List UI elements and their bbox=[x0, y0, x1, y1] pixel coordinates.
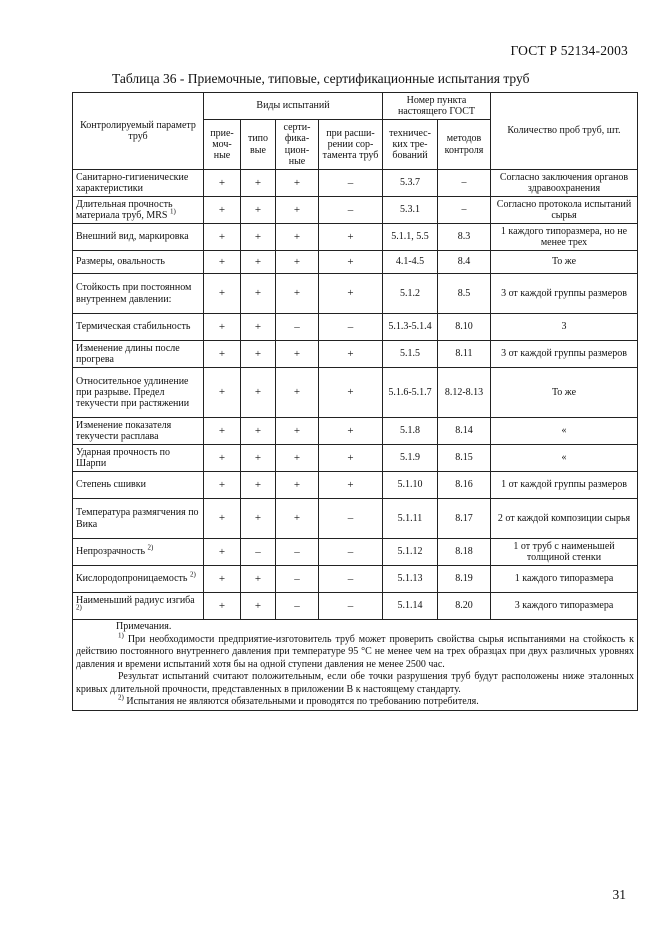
samples-cell-text: 2 от каждой композиции сырья bbox=[497, 512, 631, 524]
acceptance-cell bbox=[204, 341, 241, 368]
samples-cell bbox=[491, 368, 638, 418]
method-point-cell bbox=[438, 593, 491, 620]
acceptance-cell bbox=[204, 274, 241, 314]
assortment-cell bbox=[319, 445, 383, 472]
assortment-cell-text: + bbox=[347, 478, 354, 491]
technical-point-cell-text: 5.1.11 bbox=[397, 512, 423, 524]
technical-point-cell-text: 4.1-4.5 bbox=[395, 256, 425, 268]
certification-cell bbox=[276, 539, 319, 566]
typical-cell bbox=[241, 418, 276, 445]
acceptance-cell-text: + bbox=[218, 287, 226, 300]
param-cell-text: Размеры, овальность bbox=[76, 256, 165, 268]
assortment-cell-text: + bbox=[347, 386, 354, 399]
samples-cell bbox=[491, 593, 638, 620]
footnote-mark: 1) bbox=[170, 207, 176, 216]
assortment-cell bbox=[319, 197, 383, 224]
assortment-cell-text: + bbox=[347, 347, 354, 360]
certification-cell bbox=[276, 445, 319, 472]
param-cell-text: Степень сшивки bbox=[76, 479, 146, 491]
assortment-cell bbox=[319, 566, 383, 593]
samples-cell bbox=[491, 341, 638, 368]
assortment-cell bbox=[319, 539, 383, 566]
assortment-cell bbox=[319, 170, 383, 197]
typical-cell bbox=[241, 314, 276, 341]
technical-point-cell-text: 5.1.14 bbox=[397, 600, 423, 612]
typical-cell-text: + bbox=[254, 424, 262, 437]
table-header bbox=[73, 93, 638, 170]
acceptance-cell-text: + bbox=[218, 424, 226, 437]
method-point-cell bbox=[438, 251, 491, 274]
test-types-header: Виды испытаний bbox=[204, 93, 383, 120]
samples-cell-text: Согласно протокола испытаний сырья bbox=[496, 198, 632, 221]
certification-cell-text: – bbox=[294, 545, 300, 558]
typical-cell-text: + bbox=[254, 320, 262, 333]
param-cell bbox=[73, 224, 204, 251]
assortment-cell bbox=[319, 251, 383, 274]
samples-cell-text: 1 каждого типоразмера bbox=[514, 573, 614, 585]
param-cell-text: Непрозрачность bbox=[76, 546, 145, 558]
param-cell-text: Относительное удлинение при разрыве. Предел текучести при растяжении bbox=[76, 375, 190, 410]
samples-cell-text: « bbox=[561, 425, 567, 437]
method-point-cell bbox=[438, 539, 491, 566]
technical-point-cell-text: 5.1.13 bbox=[397, 573, 423, 585]
typical-cell bbox=[241, 445, 276, 472]
param-cell bbox=[73, 418, 204, 445]
samples-cell-text: То же bbox=[551, 256, 577, 268]
table-row bbox=[73, 197, 638, 224]
samples-cell-text: 3 bbox=[561, 321, 567, 333]
acceptance-cell-text: + bbox=[218, 347, 226, 360]
method-point-cell-text: 8.20 bbox=[455, 600, 473, 612]
acceptance-cell-text: + bbox=[218, 320, 226, 333]
acceptance-cell bbox=[204, 593, 241, 620]
assortment-cell-text: – bbox=[347, 599, 354, 612]
certification-cell-text: + bbox=[293, 512, 301, 525]
acceptance-cell bbox=[204, 368, 241, 418]
typical-cell bbox=[241, 593, 276, 620]
certification-cell-text: + bbox=[293, 176, 301, 189]
certification-header: серти-фика-цион-ные bbox=[276, 120, 319, 170]
table-row bbox=[73, 593, 638, 620]
certification-cell-text: + bbox=[293, 478, 301, 491]
technical-point-cell-text: 5.1.12 bbox=[397, 546, 423, 558]
technical-point-cell-text: 5.1.10 bbox=[397, 479, 423, 491]
typical-cell bbox=[241, 197, 276, 224]
assortment-cell-text: – bbox=[347, 203, 354, 216]
typical-cell-text: + bbox=[254, 255, 262, 268]
assortment-cell-text: – bbox=[347, 512, 354, 525]
certification-cell-text: + bbox=[293, 230, 301, 243]
assortment-cell bbox=[319, 499, 383, 539]
certification-cell-text: + bbox=[293, 386, 301, 399]
samples-cell-text: 1 каждого типоразмера, но не менее трех bbox=[500, 225, 628, 248]
method-point-cell bbox=[438, 445, 491, 472]
param-cell-text: Кислородопроницаемость bbox=[76, 573, 188, 585]
param-cell-text: Внешний вид, маркировка bbox=[76, 231, 189, 243]
assortment-cell-text: + bbox=[347, 230, 354, 243]
param-cell bbox=[73, 445, 204, 472]
acceptance-cell bbox=[204, 499, 241, 539]
footnote-mark: 2) bbox=[76, 603, 82, 612]
param-cell bbox=[73, 472, 204, 499]
table-row bbox=[73, 170, 638, 197]
samples-cell-text: То же bbox=[551, 386, 577, 398]
samples-cell-text: 3 от каждой группы размеров bbox=[501, 348, 627, 360]
typical-cell-text: + bbox=[254, 203, 262, 216]
table-row bbox=[73, 499, 638, 539]
acceptance-cell-text: + bbox=[218, 572, 226, 585]
samples-cell bbox=[491, 170, 638, 197]
assortment-cell bbox=[319, 368, 383, 418]
assortment-cell-text: – bbox=[347, 572, 354, 585]
samples-cell-text: « bbox=[561, 452, 567, 464]
method-point-cell-text: – bbox=[461, 177, 467, 189]
samples-cell bbox=[491, 197, 638, 224]
acceptance-cell-text: + bbox=[218, 176, 226, 189]
certification-cell-text: + bbox=[293, 255, 301, 268]
assortment-cell-text: – bbox=[347, 176, 354, 189]
param-cell-text: Наименьший радиус изгиба bbox=[76, 594, 195, 606]
method-point-cell-text: 8.10 bbox=[455, 321, 473, 333]
tests-table bbox=[72, 92, 638, 711]
typical-cell-text: + bbox=[254, 451, 262, 464]
typical-cell-text: + bbox=[254, 347, 262, 360]
gost-point-header: Номер пункта настоящего ГОСТ bbox=[383, 93, 491, 120]
method-point-cell-text: 8.19 bbox=[455, 573, 473, 585]
footnote-mark: 2) bbox=[189, 571, 196, 580]
param-cell bbox=[73, 368, 204, 418]
param-cell bbox=[73, 251, 204, 274]
param-cell bbox=[73, 170, 204, 197]
assortment-cell-text: + bbox=[347, 424, 354, 437]
footnote-mark: 2) bbox=[147, 544, 154, 553]
typical-cell-text: + bbox=[254, 572, 262, 585]
acceptance-cell-text: + bbox=[218, 255, 226, 268]
note-1-mark: 1) bbox=[118, 631, 124, 640]
assortment-cell bbox=[319, 341, 383, 368]
method-point-cell bbox=[438, 472, 491, 499]
typical-cell bbox=[241, 170, 276, 197]
acceptance-cell bbox=[204, 170, 241, 197]
certification-cell bbox=[276, 314, 319, 341]
samples-cell bbox=[491, 314, 638, 341]
table-row bbox=[73, 314, 638, 341]
method-point-cell bbox=[438, 341, 491, 368]
method-point-cell-text: 8.5 bbox=[457, 287, 471, 299]
method-point-cell-text: 8.18 bbox=[455, 546, 473, 558]
samples-cell bbox=[491, 566, 638, 593]
technical-point-cell bbox=[383, 170, 438, 197]
typical-cell-text: + bbox=[254, 287, 262, 300]
typical-cell bbox=[241, 539, 276, 566]
samples-cell bbox=[491, 445, 638, 472]
certification-cell-text: – bbox=[294, 320, 300, 333]
certification-cell bbox=[276, 224, 319, 251]
notes-section bbox=[73, 620, 638, 711]
param-cell-text: Термическая стабильность bbox=[76, 321, 191, 333]
acceptance-cell bbox=[204, 224, 241, 251]
certification-cell bbox=[276, 170, 319, 197]
table-row bbox=[73, 224, 638, 251]
assortment-header: при расши-рении сор-тамента труб bbox=[319, 120, 383, 170]
assortment-cell-text: – bbox=[347, 320, 354, 333]
technical-point-cell-text: 5.1.2 bbox=[400, 287, 420, 299]
notes-cell bbox=[73, 620, 638, 711]
param-cell-text: Ударная прочность по Шарпи bbox=[76, 446, 171, 469]
table-row bbox=[73, 445, 638, 472]
note-1-result: Результат испытаний считают положительным, если обе точки разрушения труб будут расположены ниже эталонных кривых длительной прочности, представленных в приложении В к настоящему стандарту. bbox=[76, 671, 634, 695]
table-row bbox=[73, 274, 638, 314]
technical-point-cell bbox=[383, 368, 438, 418]
notes-title: Примечания. bbox=[116, 621, 172, 632]
param-cell bbox=[73, 593, 204, 620]
method-point-cell bbox=[438, 499, 491, 539]
method-point-cell-text: 8.3 bbox=[457, 231, 471, 243]
param-cell-text: Изменение длины после прогрева bbox=[76, 342, 180, 365]
samples-cell bbox=[491, 224, 638, 251]
typical-cell-text: – bbox=[255, 545, 261, 558]
table-caption: Таблица 36 - Приемочные, типовые, сертификационные испытания труб bbox=[112, 71, 530, 86]
certification-cell-text: – bbox=[294, 599, 300, 612]
samples-cell bbox=[491, 539, 638, 566]
param-cell-text: Длительная прочность материала труб, MRS bbox=[76, 198, 173, 221]
certification-cell bbox=[276, 593, 319, 620]
param-cell bbox=[73, 499, 204, 539]
param-cell bbox=[73, 539, 204, 566]
method-point-cell-text: – bbox=[461, 204, 467, 216]
method-point-cell-text: 8.17 bbox=[455, 512, 473, 524]
certification-cell bbox=[276, 499, 319, 539]
acceptance-cell-text: + bbox=[218, 599, 226, 612]
note-2 bbox=[76, 693, 634, 709]
samples-cell-text: 1 от каждой группы размеров bbox=[501, 479, 627, 491]
table-row bbox=[73, 341, 638, 368]
certification-cell bbox=[276, 472, 319, 499]
method-point-cell bbox=[438, 368, 491, 418]
assortment-cell-text: + bbox=[347, 451, 354, 464]
typical-cell-text: + bbox=[254, 512, 262, 525]
param-cell-text: Стойкость при постоянном внутреннем давлении: bbox=[76, 282, 192, 305]
technical-point-cell bbox=[383, 418, 438, 445]
note-1 bbox=[76, 631, 634, 672]
table-row bbox=[73, 472, 638, 499]
technical-point-cell bbox=[383, 341, 438, 368]
technical-point-cell bbox=[383, 499, 438, 539]
acceptance-cell bbox=[204, 251, 241, 274]
certification-cell-text: – bbox=[294, 572, 300, 585]
technical-point-cell-text: 5.1.1, 5.5 bbox=[391, 231, 429, 243]
table-row bbox=[73, 418, 638, 445]
technical-point-cell bbox=[383, 445, 438, 472]
table-row bbox=[73, 539, 638, 566]
acceptance-cell bbox=[204, 566, 241, 593]
acceptance-header: прие-моч-ные bbox=[204, 120, 241, 170]
method-point-cell bbox=[438, 418, 491, 445]
assortment-cell bbox=[319, 274, 383, 314]
param-cell bbox=[73, 341, 204, 368]
assortment-cell bbox=[319, 224, 383, 251]
note-1-text: При необходимости предприятие-изготовитель труб может проверить свойства сырья испытаниями на стойкость к действию постоянного внутреннего давления при температуре 95 °С не менее чем на трех образцах при двух различных уровнях давления и времени испытаний хотя бы на одной ступени давления не менее 2500 час. bbox=[76, 633, 634, 670]
table-body bbox=[73, 170, 638, 620]
technical-point-cell bbox=[383, 224, 438, 251]
method-point-cell bbox=[438, 170, 491, 197]
certification-cell bbox=[276, 368, 319, 418]
samples-cell bbox=[491, 499, 638, 539]
samples-cell bbox=[491, 418, 638, 445]
assortment-cell bbox=[319, 593, 383, 620]
param-cell bbox=[73, 197, 204, 224]
typical-cell-text: + bbox=[254, 230, 262, 243]
document-code: ГОСТ Р 52134-2003 bbox=[510, 43, 628, 58]
acceptance-cell-text: + bbox=[218, 512, 226, 525]
param-cell-text: Санитарно-гигиенические характеристики bbox=[76, 171, 189, 194]
acceptance-cell bbox=[204, 539, 241, 566]
method-point-cell bbox=[438, 224, 491, 251]
method-point-cell-text: 8.16 bbox=[455, 479, 473, 491]
acceptance-cell bbox=[204, 314, 241, 341]
assortment-cell-text: + bbox=[347, 255, 354, 268]
certification-cell-text: + bbox=[293, 347, 301, 360]
technical-point-cell bbox=[383, 251, 438, 274]
technical-header: техничес-ких тре-бований bbox=[383, 120, 438, 170]
param-cell bbox=[73, 274, 204, 314]
certification-cell bbox=[276, 566, 319, 593]
param-cell-text: Температура размягчения по Вика bbox=[76, 507, 199, 530]
method-point-cell bbox=[438, 314, 491, 341]
samples-header: Количество проб труб, шт. bbox=[491, 93, 638, 170]
note-2-text: Испытания не являются обязательными и проводятся по требованию потребителя. bbox=[126, 696, 479, 707]
typical-cell bbox=[241, 251, 276, 274]
assortment-cell bbox=[319, 472, 383, 499]
acceptance-cell-text: + bbox=[218, 386, 226, 399]
technical-point-cell bbox=[383, 472, 438, 499]
typical-cell bbox=[241, 274, 276, 314]
technical-point-cell-text: 5.1.8 bbox=[400, 425, 420, 437]
samples-cell bbox=[491, 274, 638, 314]
acceptance-cell bbox=[204, 472, 241, 499]
note-2-mark: 2) bbox=[118, 693, 124, 702]
method-point-cell bbox=[438, 566, 491, 593]
technical-point-cell-text: 5.1.5 bbox=[400, 348, 420, 360]
acceptance-cell-text: + bbox=[218, 451, 226, 464]
samples-cell bbox=[491, 251, 638, 274]
typical-cell bbox=[241, 368, 276, 418]
samples-cell-text: 3 каждого типоразмера bbox=[514, 600, 614, 612]
certification-cell-text: + bbox=[293, 451, 301, 464]
acceptance-cell bbox=[204, 418, 241, 445]
acceptance-cell-text: + bbox=[218, 203, 226, 216]
acceptance-cell bbox=[204, 445, 241, 472]
typical-cell-text: + bbox=[254, 176, 262, 189]
typical-cell-text: + bbox=[254, 478, 262, 491]
samples-cell-text: Согласно заключения органов здравоохранения bbox=[499, 171, 629, 194]
typical-cell bbox=[241, 566, 276, 593]
method-point-cell bbox=[438, 197, 491, 224]
acceptance-cell bbox=[204, 197, 241, 224]
typical-cell bbox=[241, 472, 276, 499]
technical-point-cell-text: 5.1.9 bbox=[400, 452, 420, 464]
certification-cell bbox=[276, 341, 319, 368]
acceptance-cell-text: + bbox=[218, 478, 226, 491]
param-cell-text: Изменение показателя текучести расплава bbox=[76, 419, 172, 442]
certification-cell bbox=[276, 418, 319, 445]
method-point-cell-text: 8.11 bbox=[455, 348, 473, 360]
typical-cell-text: + bbox=[254, 599, 262, 612]
samples-cell bbox=[491, 472, 638, 499]
typical-cell-text: + bbox=[254, 386, 262, 399]
technical-point-cell bbox=[383, 197, 438, 224]
typical-cell bbox=[241, 499, 276, 539]
method-point-cell-text: 8.12-8.13 bbox=[444, 386, 484, 398]
param-cell bbox=[73, 566, 204, 593]
assortment-cell-text: – bbox=[347, 545, 354, 558]
method-point-cell-text: 8.4 bbox=[457, 256, 471, 268]
technical-point-cell bbox=[383, 314, 438, 341]
samples-cell-text: 3 от каждой группы размеров bbox=[501, 287, 627, 299]
method-point-cell-text: 8.14 bbox=[455, 425, 473, 437]
page-number: 31 bbox=[612, 887, 626, 902]
samples-cell-text: 1 от труб с наименьшей толщиной стенки bbox=[513, 540, 615, 563]
technical-point-cell bbox=[383, 593, 438, 620]
typical-cell bbox=[241, 341, 276, 368]
assortment-cell bbox=[319, 314, 383, 341]
technical-point-cell-text: 5.3.7 bbox=[400, 177, 420, 189]
param-cell bbox=[73, 314, 204, 341]
technical-point-cell bbox=[383, 274, 438, 314]
table-row bbox=[73, 368, 638, 418]
technical-point-cell-text: 5.1.6-5.1.7 bbox=[388, 386, 432, 398]
certification-cell bbox=[276, 274, 319, 314]
methods-header: методов контроля bbox=[438, 120, 491, 170]
technical-point-cell bbox=[383, 539, 438, 566]
assortment-cell bbox=[319, 418, 383, 445]
certification-cell bbox=[276, 251, 319, 274]
param-header: Контролируемый параметр труб bbox=[73, 93, 204, 170]
table-row bbox=[73, 566, 638, 593]
certification-cell bbox=[276, 197, 319, 224]
certification-cell-text: + bbox=[293, 287, 301, 300]
technical-point-cell-text: 5.1.3-5.1.4 bbox=[388, 321, 432, 333]
acceptance-cell-text: + bbox=[218, 230, 226, 243]
typical-header: типо вые bbox=[241, 120, 276, 170]
assortment-cell-text: + bbox=[347, 287, 354, 300]
technical-point-cell-text: 5.3.1 bbox=[400, 204, 420, 216]
table-row bbox=[73, 251, 638, 274]
method-point-cell-text: 8.15 bbox=[455, 452, 473, 464]
technical-point-cell bbox=[383, 566, 438, 593]
certification-cell-text: + bbox=[293, 424, 301, 437]
method-point-cell bbox=[438, 274, 491, 314]
acceptance-cell-text: + bbox=[218, 545, 226, 558]
certification-cell-text: + bbox=[293, 203, 301, 216]
typical-cell bbox=[241, 224, 276, 251]
